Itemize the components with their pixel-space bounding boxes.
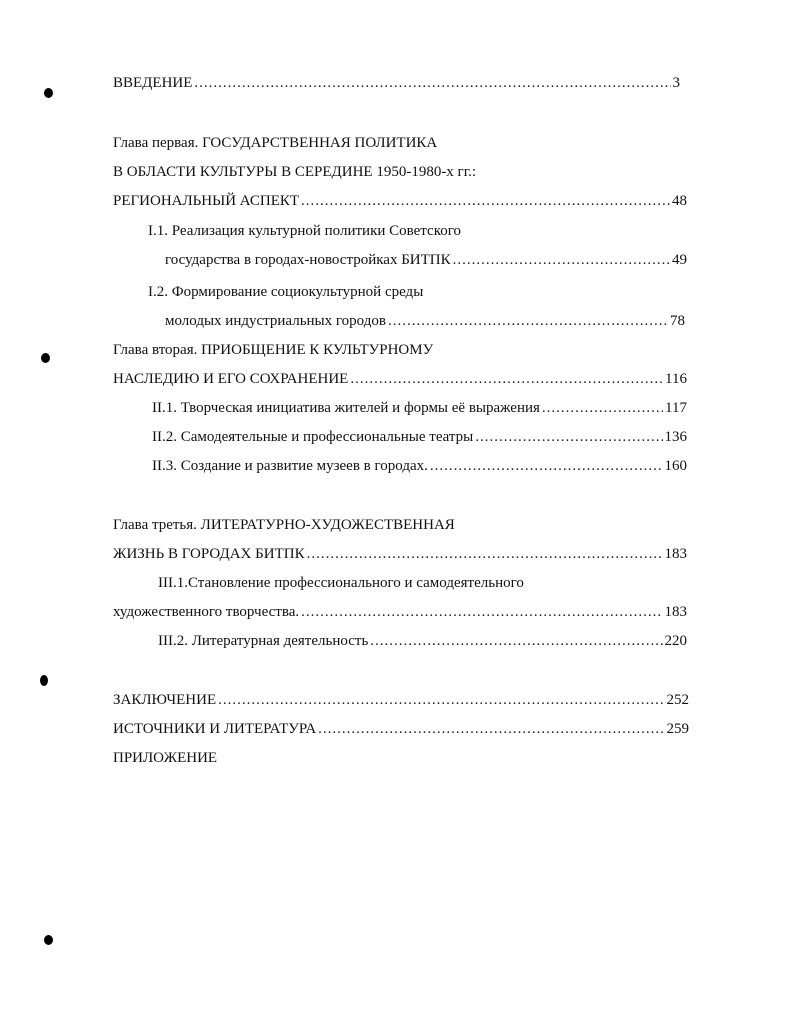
toc-entry-section-3-1 [113,603,687,621]
dot-leader [453,251,670,269]
toc-entry-section-2-3 [152,457,687,475]
chapter-1-title-line-2: В ОБЛАСТИ КУЛЬТУРЫ В СЕРЕДИНЕ 1950-1980-х гг.: [113,164,477,180]
dot-leader [370,632,662,650]
dot-leader [218,691,664,709]
dot-leader [318,720,664,738]
entry-title: ЖИЗНЬ В ГОРОДАХ БИТПК [113,546,305,562]
toc-entry-section-2-2 [152,428,687,446]
dot-leader [350,370,663,388]
dot-leader [301,603,662,621]
page-number: 160 [664,458,687,474]
toc-entry-chapter-1 [113,192,687,210]
page-number: 252 [666,692,689,708]
entry-title: ЗАКЛЮЧЕНИЕ [113,692,217,708]
page-number: 136 [664,429,687,445]
page-number: 259 [666,721,689,737]
binding-hole-mark [40,675,48,686]
section-1-1-title-line-1: I.1. Реализация культурной политики Советского [148,223,462,239]
toc-entry-section-1-2 [165,312,685,330]
toc-entry-section-3-2 [158,632,687,650]
entry-title: РЕГИОНАЛЬНЫЙ АСПЕКТ [113,193,300,209]
toc-entry-section-2-1 [152,399,687,417]
chapter-2-title-line-1: Глава вторая. ПРИОБЩЕНИЕ К КУЛЬТУРНОМУ [113,342,434,358]
toc-entry-conclusion [113,691,689,709]
entry-title: II.1. Творческая инициатива жителей и формы её выражения [152,400,540,416]
page-number: 49 [672,252,687,268]
page-number: 117 [665,400,687,416]
toc-entry-introduction [113,74,680,92]
section-1-2-title-line-1: I.2. Формирование социокультурной среды [148,284,424,300]
entry-title: II.3. Создание и развитие музеев в городах. [152,458,428,474]
chapter-1-title-line-1: Глава первая. ГОСУДАРСТВЕННАЯ ПОЛИТИКА [113,135,438,151]
page-number: 183 [664,546,687,562]
toc-entry-chapter-3 [113,545,687,563]
entry-title: III.2. Литературная деятельность [158,633,369,649]
toc-entry-appendix: ПРИЛОЖЕНИЕ [113,750,218,766]
page-number: 78 [670,313,685,329]
entry-title: НАСЛЕДИЮ И ЕГО СОХРАНЕНИЕ [113,371,349,387]
toc-entry-sources [113,720,689,738]
binding-hole-mark [44,935,53,945]
page-number: 3 [672,75,680,91]
entry-title: государства в городах-новостройках БИТПК [165,252,451,268]
toc-entry-chapter-2 [113,370,687,388]
dot-leader [475,428,662,446]
entry-title: II.2. Самодеятельные и профессиональные театры [152,429,474,445]
dot-leader [388,312,668,330]
dot-leader [307,545,663,563]
entry-title: художественного творчества. [113,604,300,620]
page-number: 116 [665,371,687,387]
entry-title: ВВЕДЕНИЕ [113,75,193,91]
section-3-1-title-line-1: III.1.Становление профессионального и самодеятельного [158,575,524,591]
entry-title: ИСТОЧНИКИ И ЛИТЕРАТУРА [113,721,317,737]
toc-entry-section-1-1 [165,251,687,269]
page-number: 183 [664,604,687,620]
page-number: 48 [672,193,687,209]
page-number: 220 [664,633,687,649]
dot-leader [301,192,670,210]
binding-hole-mark [44,88,53,98]
entry-title: молодых индустриальных городов [165,313,386,329]
dot-leader [194,74,670,92]
dot-leader [430,457,663,475]
binding-hole-mark [41,353,50,363]
chapter-3-title-line-1: Глава третья. ЛИТЕРАТУРНО-ХУДОЖЕСТВЕННАЯ [113,517,455,533]
dot-leader [542,399,663,417]
